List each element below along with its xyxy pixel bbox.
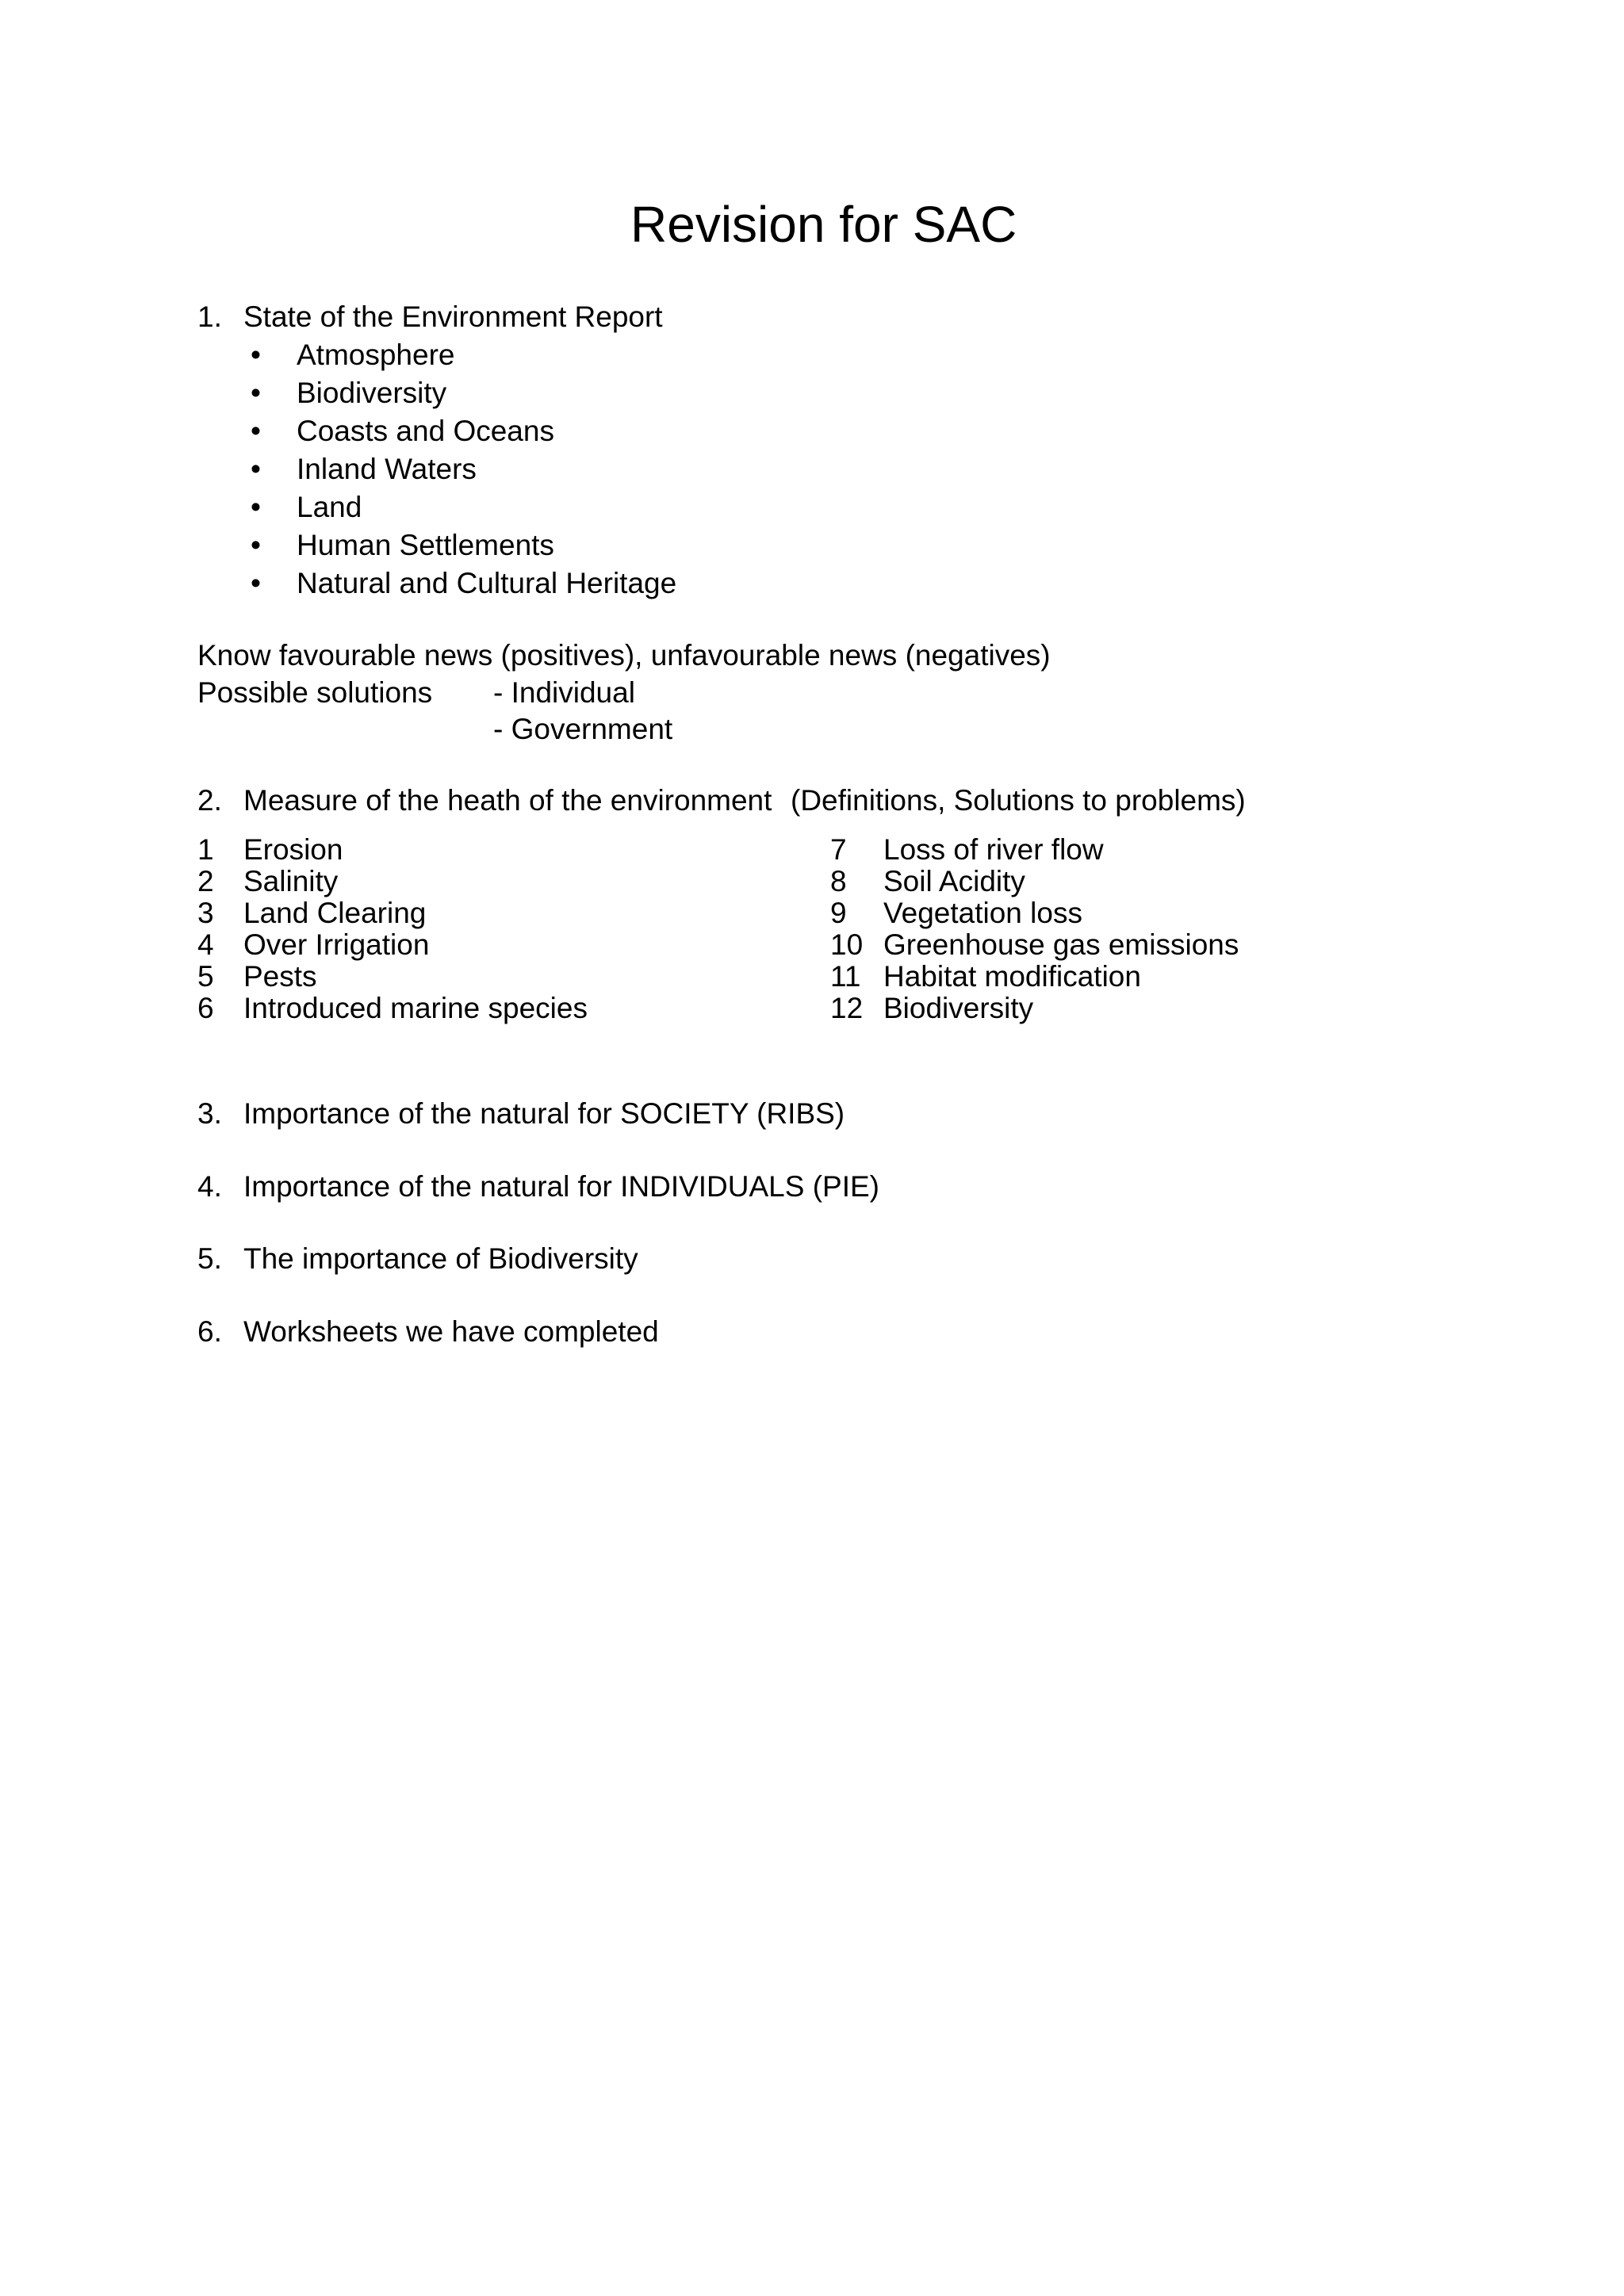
section-2-heading: Measure of the heath of the environment (243, 784, 772, 817)
bullet-icon: • (251, 415, 261, 447)
list-item-label: Land (297, 491, 362, 523)
measure-number: 7 (830, 833, 847, 866)
measure-label: Loss of river flow (883, 833, 1104, 866)
measure-label: Land Clearing (243, 897, 427, 929)
section-6-number: 6. (197, 1315, 222, 1348)
page-title: Revision for SAC (630, 196, 1017, 253)
measure-label: Greenhouse gas emissions (883, 928, 1239, 961)
measure-label: Over Irrigation (243, 928, 430, 961)
measure-label: Vegetation loss (883, 897, 1082, 929)
section-2-number: 2. (197, 784, 222, 817)
section-5-heading: The importance of Biodiversity (243, 1242, 638, 1275)
section-3-number: 3. (197, 1097, 222, 1130)
bullet-icon: • (251, 567, 261, 599)
measure-number: 4 (197, 928, 214, 961)
bullet-icon: • (251, 529, 261, 561)
section-4-heading: Importance of the natural for INDIVIDUALS (PIE) (243, 1170, 879, 1203)
section-6-heading: Worksheets we have completed (243, 1315, 659, 1348)
section-3-heading: Importance of the natural for SOCIETY (RIBS) (243, 1097, 845, 1130)
list-item-label: Atmosphere (297, 339, 455, 371)
measure-label: Erosion (243, 833, 343, 866)
section-1-heading: State of the Environment Report (243, 300, 663, 333)
measure-number: 1 (197, 833, 214, 866)
measure-number: 6 (197, 992, 214, 1024)
measure-label: Pests (243, 960, 317, 993)
bullet-icon: • (251, 339, 261, 371)
section-1-number: 1. (197, 300, 222, 333)
list-item-label: Biodiversity (297, 377, 447, 409)
measure-label: Biodiversity (883, 992, 1034, 1024)
list-item-label: Human Settlements (297, 529, 554, 561)
measure-label: Soil Acidity (883, 865, 1025, 897)
list-item-label: Inland Waters (297, 453, 477, 485)
list-item-label: Coasts and Oceans (297, 415, 554, 447)
solution-individual: - Individual (493, 676, 635, 709)
measure-number: 5 (197, 960, 214, 993)
section-2-note: (Definitions, Solutions to problems) (791, 784, 1246, 817)
list-item-label: Natural and Cultural Heritage (297, 567, 677, 599)
solutions-label: Possible solutions (197, 676, 433, 709)
measure-number: 9 (830, 897, 847, 929)
section-4-number: 4. (197, 1170, 222, 1203)
bullet-icon: • (251, 453, 261, 485)
measure-number: 11 (830, 960, 861, 993)
measure-label: Habitat modification (883, 960, 1141, 993)
measure-number: 2 (197, 865, 214, 897)
bullet-icon: • (251, 377, 261, 409)
solution-government: - Government (493, 713, 673, 745)
measure-label: Salinity (243, 865, 339, 897)
measure-number: 10 (830, 928, 864, 961)
measure-label: Introduced marine species (243, 992, 588, 1024)
measure-number: 8 (830, 865, 847, 897)
measure-number: 12 (830, 992, 864, 1024)
section-5-number: 5. (197, 1242, 222, 1275)
measure-number: 3 (197, 897, 214, 929)
bullet-icon: • (251, 491, 261, 523)
news-line: Know favourable news (positives), unfavourable news (negatives) (197, 639, 1051, 672)
